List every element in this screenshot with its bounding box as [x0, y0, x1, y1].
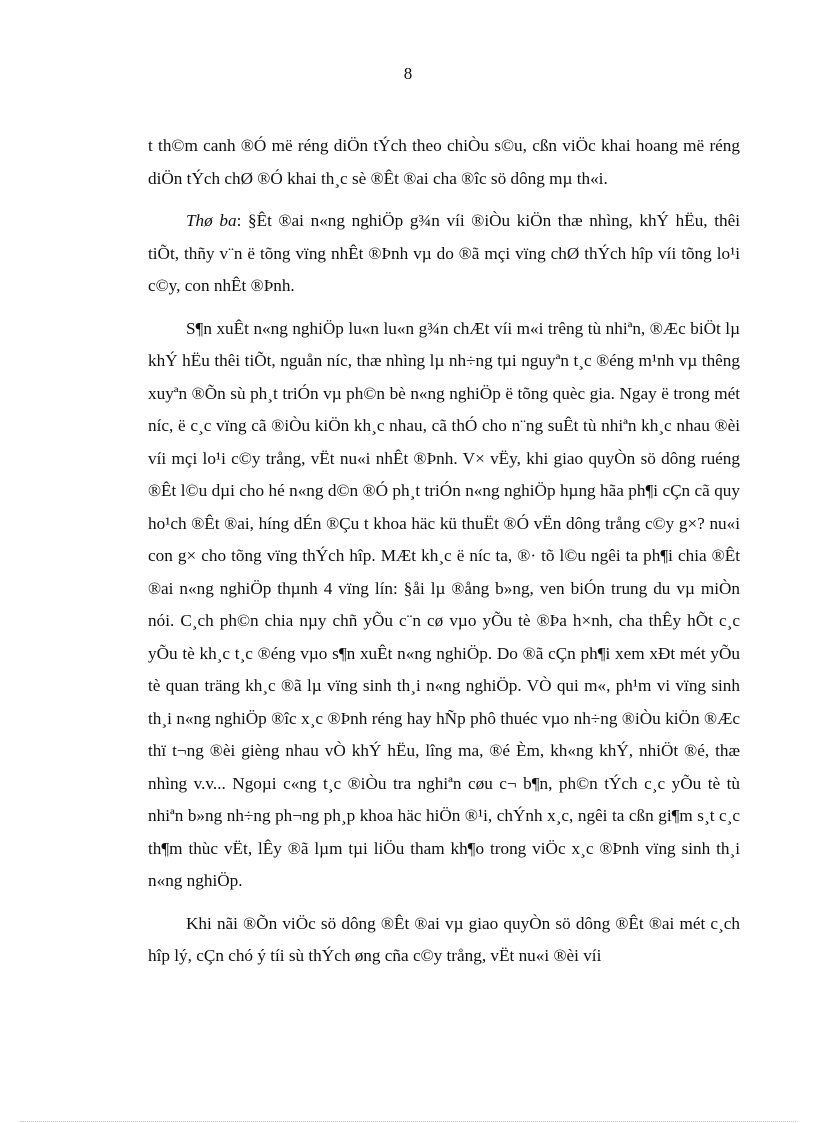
page-number: 8	[403, 64, 413, 83]
paragraph-2-text: : §Êt ®ai n«ng nghiÖp g¾n víi ®iÒu kiÖn thæ nhìng, khÝ hËu, thêi tiÕt, thñy v¨n ë tõng vïng nhÊt ®Þnh vµ do ®ã mçi vïng chØ thÝch hîp víi tõng lo¹i c©y, con nhÊt ®Þnh.	[148, 211, 740, 295]
paragraph-3: S¶n xuÊt n«ng nghiÖp lu«n lu«n g¾n chÆt víi m«i trêng tù nhiªn, ®Æc biÖt lµ khÝ hËu thêi tiÕt, nguån níc, thæ nhìng lµ nh÷ng tµi nguyªn t¸c ®éng m¹nh vµ thêng xuyªn ®Õn sù ph¸t triÓn vµ ph©n bè n«ng nghiÖp ë tõng quèc gia. Ngay ë trong mét níc, ë c¸c vïng cã ®iÒu kiÖn kh¸c nhau, cã thÓ cho n¨ng suÊt tù nhiªn kh¸c nhau ®èi víi mçi lo¹i c©y trång, vËt nu«i nhÊt ®Þnh. V× vËy, khi giao quyÒn sö dông ruéng ®Êt l©u dµi cho hé n«ng d©n ®Ó ph¸t triÓn n«ng nghiÖp hµng hãa ph¶i cÇn cã quy ho¹ch ®Êt ®ai, híng dÉn ®Çu t khoa häc kü thuËt ®Ó vËn dông trång c©y g×? nu«i con g× cho tõng vïng thÝch hîp. MÆt kh¸c ë níc ta, ®· tõ l©u ngêi ta ph¶i chia ®Êt ®ai n«ng nghiÖp thµnh 4 vïng lín: §åi lµ ®ång b»ng, ven biÓn trung du vµ miÒn nói. C¸ch ph©n chia nµy chñ yÕu c¨n cø vµo yÕu tè ®Þa h×nh, cha thÊy hÕt c¸c yÕu tè kh¸c t¸c ®éng vµo s¶n xuÊt n«ng nghiÖp. Do ®ã cÇn ph¶i xem xÐt mét yÕu tè quan träng kh¸c ®ã lµ vïng sinh th¸i n«ng nghiÖp. VÒ qui m«, ph¹m vi vïng sinh th¸i n«ng nghiÖp ®îc x¸c ®Þnh réng hay hÑp phô thuéc vµo nh÷ng ®iÒu kiÖn ®Æc thï t¬ng ®èi gièng nhau vÒ khÝ hËu, lîng ma, ®é Èm, kh«ng khÝ, nhiÖt ®é, thæ nhìng v.v... Ngoµi c«ng t¸c ®iÒu tra nghiªn cøu c¬ b¶n, ph©n tÝch c¸c yÕu tè tù nhiªn b»ng nh÷ng ph¬ng ph¸p khoa häc hiÖn ®¹i, chÝnh x¸c, ngêi ta cßn gi¶m s¸t c¸c th¶m thùc vËt, lÊy ®ã lµm tµi liÖu tham kh¶o trong viÖc x¸c ®Þnh vïng sinh th¸i n«ng nghiÖp.	[148, 318, 740, 890]
page-bottom-border	[20, 1121, 796, 1122]
document-body	[148, 130, 740, 983]
paragraph-1: t th©m canh ®Ó më réng diÖn tÝch theo chiÒu s©u, cßn viÖc khai hoang më réng diÖn tÝch chØ ®Ó khai th¸c sè ®Êt ®ai cha ®îc sö dông mµ th«i.	[148, 136, 740, 188]
paragraph-4: Khi nãi ®Õn viÖc sö dông ®Êt ®ai vµ giao quyÒn sö dông ®Êt ®ai mét c¸ch hîp lý, cÇn chó ý tíi sù thÝch øng cña c©y trång, vËt nu«i ®èi víi	[148, 913, 740, 965]
paragraph-2	[148, 205, 740, 303]
paragraph-2-lead: Thø ba	[186, 211, 237, 230]
